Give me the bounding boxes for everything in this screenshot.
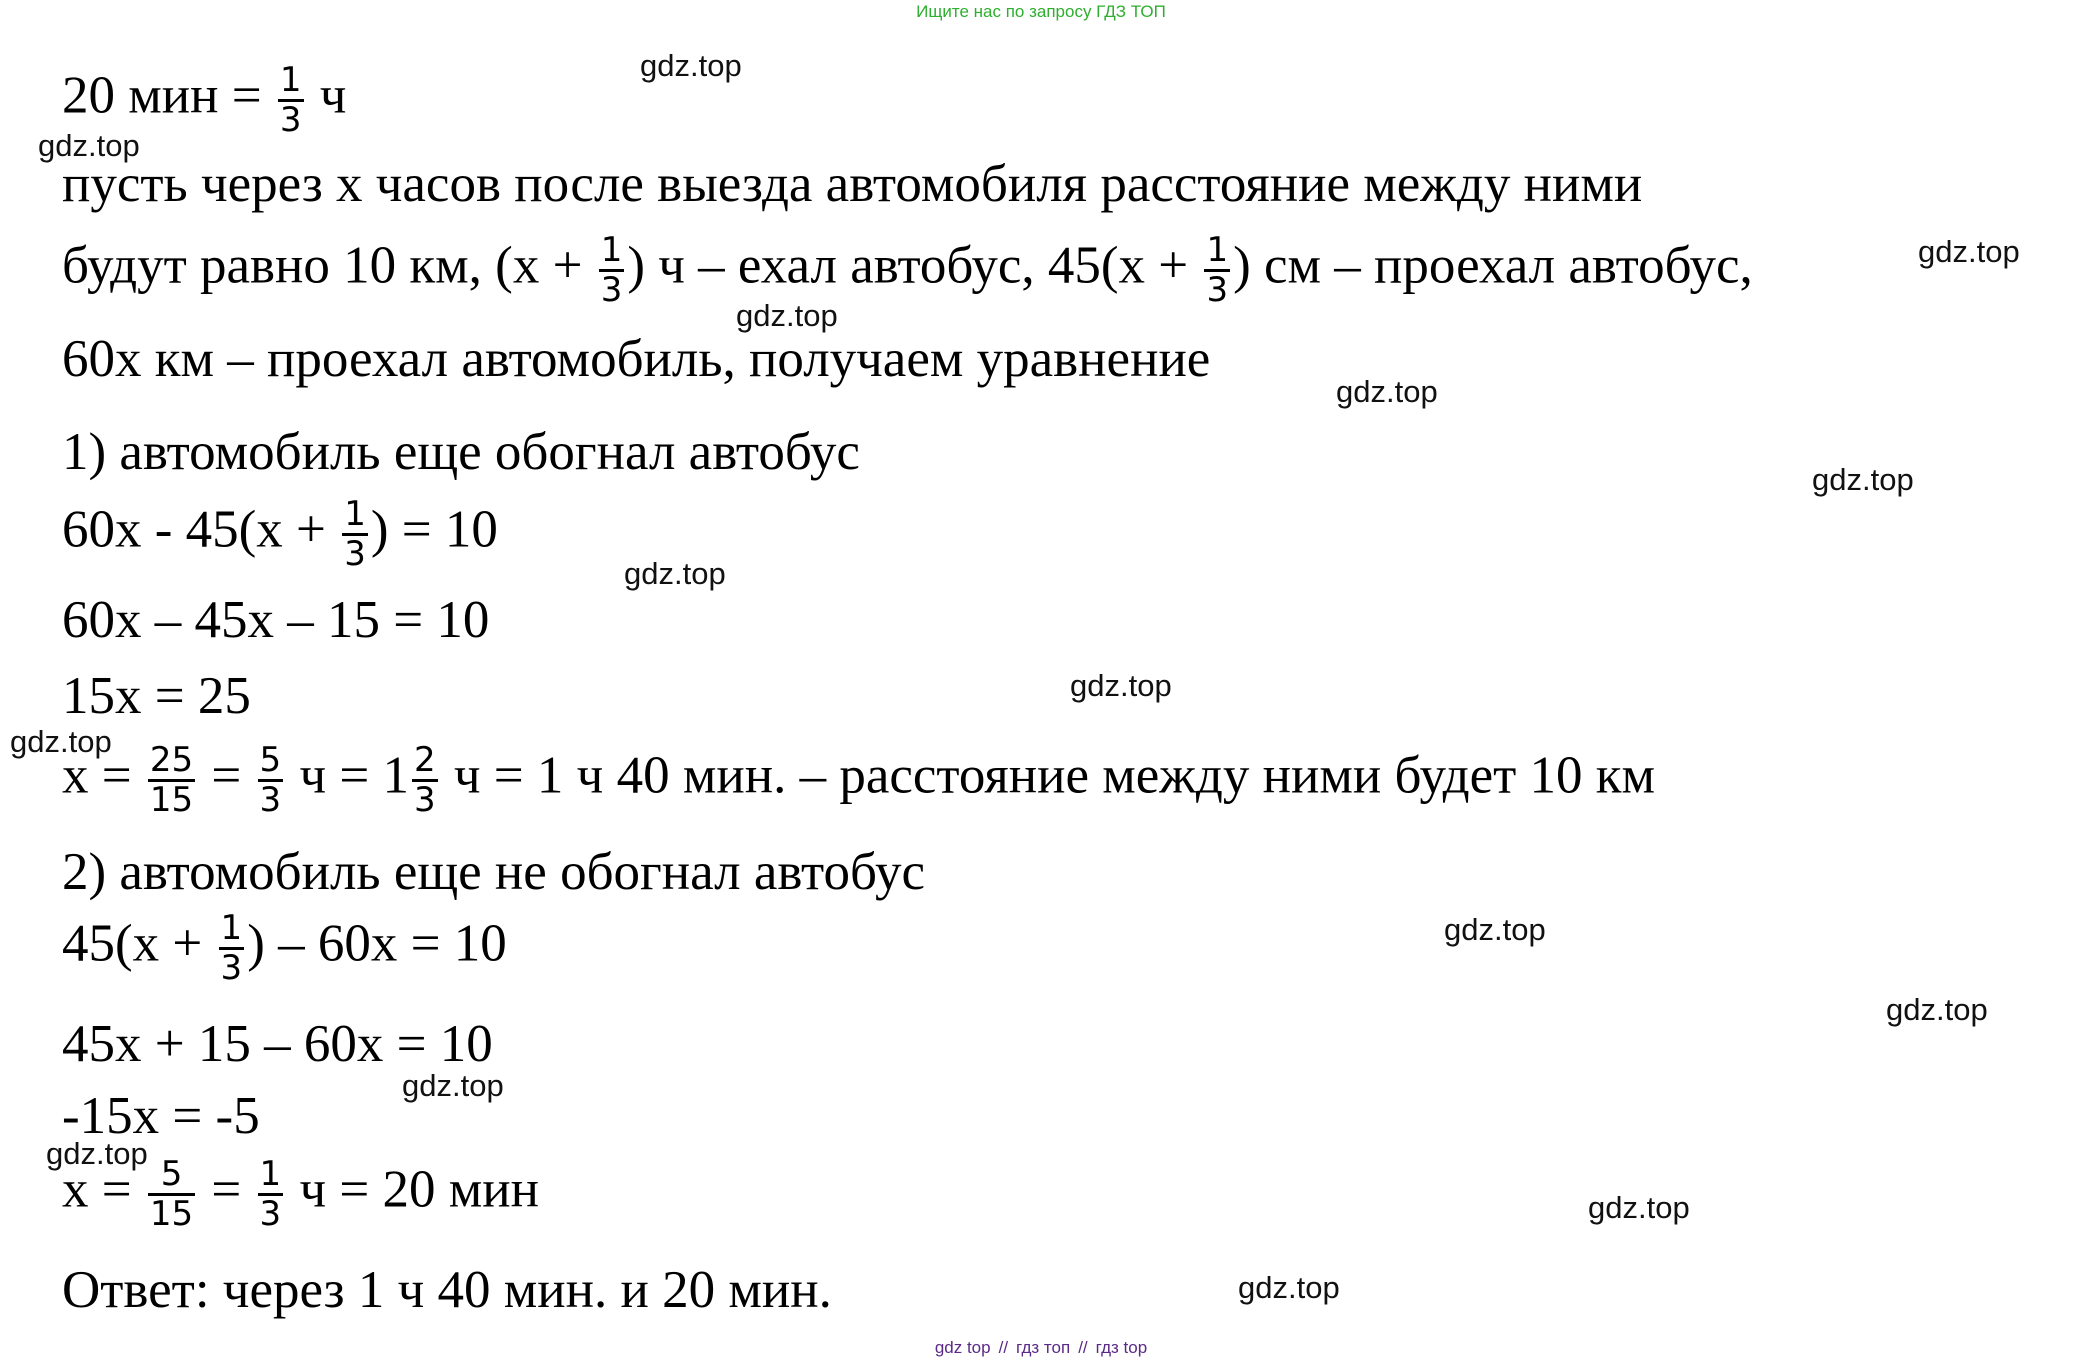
text-segment: ) см – проехал автобус, (1233, 236, 1753, 295)
case-1-title: 1) автомобиль еще обогнал автобус (62, 423, 860, 481)
text-segment: x = (62, 1160, 145, 1219)
fraction (278, 62, 304, 138)
text-segment: ч = 20 мин (286, 1160, 539, 1219)
fraction-denominator: 3 (279, 99, 302, 140)
fraction (258, 1156, 284, 1232)
fraction (219, 910, 245, 986)
footer-item: gdz top (934, 1338, 991, 1357)
text-segment: ) = 10 (370, 500, 498, 559)
equation-1 (62, 496, 498, 572)
fraction-denominator: 3 (1206, 269, 1229, 310)
text-segment: 20 мин = (62, 66, 275, 125)
watermark: gdz.top (402, 1068, 504, 1103)
watermark: gdz.top (624, 556, 726, 591)
solution-line-4: 60x км – проехал автомобиль, получаем уравнение (62, 330, 1211, 388)
fraction-denominator: 3 (220, 947, 243, 988)
fraction-numerator: 1 (600, 230, 623, 270)
watermark: gdz.top (1070, 668, 1172, 703)
fraction (599, 232, 625, 308)
fraction-denominator: 3 (259, 779, 282, 820)
text-segment: = (198, 746, 255, 805)
text-segment: ) ч – ехал автобус, 45(x + (627, 236, 1202, 295)
watermark: gdz.top (1336, 374, 1438, 409)
watermark: gdz.top (10, 724, 112, 759)
fraction (148, 742, 195, 818)
fraction-numerator: 1 (279, 60, 302, 100)
solution-line-2: пусть через x часов после выезда автомобиля расстояние между ними (62, 155, 1643, 213)
case-2-title: 2) автомобиль еще не обогнал автобус (62, 843, 925, 901)
text-segment: ч (306, 66, 347, 125)
fraction-denominator: 3 (413, 779, 436, 820)
fraction-denominator: 3 (344, 533, 366, 574)
fraction (148, 1156, 195, 1232)
watermark: gdz.top (1444, 912, 1546, 947)
equation-5 (62, 910, 507, 986)
fraction (412, 742, 438, 818)
watermark: gdz.top (1588, 1190, 1690, 1225)
text-segment: ч = 1 (286, 746, 409, 805)
fraction-numerator: 5 (259, 740, 282, 780)
footer-separator: // (1078, 1338, 1088, 1357)
fraction-numerator: 1 (259, 1154, 282, 1194)
watermark: gdz.top (38, 128, 140, 163)
fraction-numerator: 1 (1206, 230, 1229, 270)
fraction-numerator: 1 (344, 494, 366, 534)
watermark: gdz.top (1886, 992, 1988, 1027)
fraction-denominator: 3 (259, 1193, 282, 1234)
watermark: gdz.top (640, 48, 742, 83)
fraction-numerator: 25 (149, 740, 194, 780)
fraction-denominator: 15 (149, 779, 194, 820)
text-segment: = (198, 1160, 255, 1219)
equation-7: -15x = -5 (62, 1087, 260, 1145)
watermark: gdz.top (46, 1136, 148, 1171)
equation-4 (62, 742, 1655, 818)
footer-separator: // (998, 1338, 1009, 1357)
fraction-numerator: 2 (413, 740, 436, 780)
fraction-numerator: 5 (148, 1156, 195, 1196)
equation-3: 15x = 25 (62, 667, 251, 725)
text-segment: x = (62, 746, 145, 805)
footer-links (0, 1338, 2082, 1358)
solution-line-1 (62, 62, 346, 138)
fraction-denominator: 3 (600, 269, 623, 310)
text-segment: будут равно 10 км, (x + (62, 236, 596, 295)
solution-line-3 (62, 232, 1753, 308)
equation-6: 45x + 15 – 60x = 10 (62, 1015, 493, 1073)
text-segment: 60x - 45(x + (62, 500, 340, 559)
equation-2: 60x – 45x – 15 = 10 (62, 591, 490, 649)
top-search-note: Ищите нас по запросу ГДЗ ТОП (916, 2, 1166, 21)
footer-item: гдз top (1095, 1338, 1148, 1357)
watermark: gdz.top (1918, 234, 2020, 269)
fraction (342, 496, 368, 572)
fraction-denominator: 15 (149, 1193, 194, 1234)
fraction (258, 742, 284, 818)
text-segment: ) – 60x = 10 (247, 914, 507, 973)
answer-line: Ответ: через 1 ч 40 мин. и 20 мин. (62, 1261, 832, 1319)
fraction (1204, 232, 1230, 308)
watermark: gdz.top (1238, 1270, 1340, 1305)
watermark: gdz.top (1812, 462, 1914, 497)
watermark: gdz.top (736, 298, 838, 333)
text-segment: 45(x + (62, 914, 216, 973)
fraction-numerator: 1 (220, 908, 243, 948)
text-segment: ч = 1 ч 40 мин. – расстояние между ними будет 10 км (440, 746, 1656, 805)
footer-item: гдз топ (1016, 1338, 1071, 1357)
